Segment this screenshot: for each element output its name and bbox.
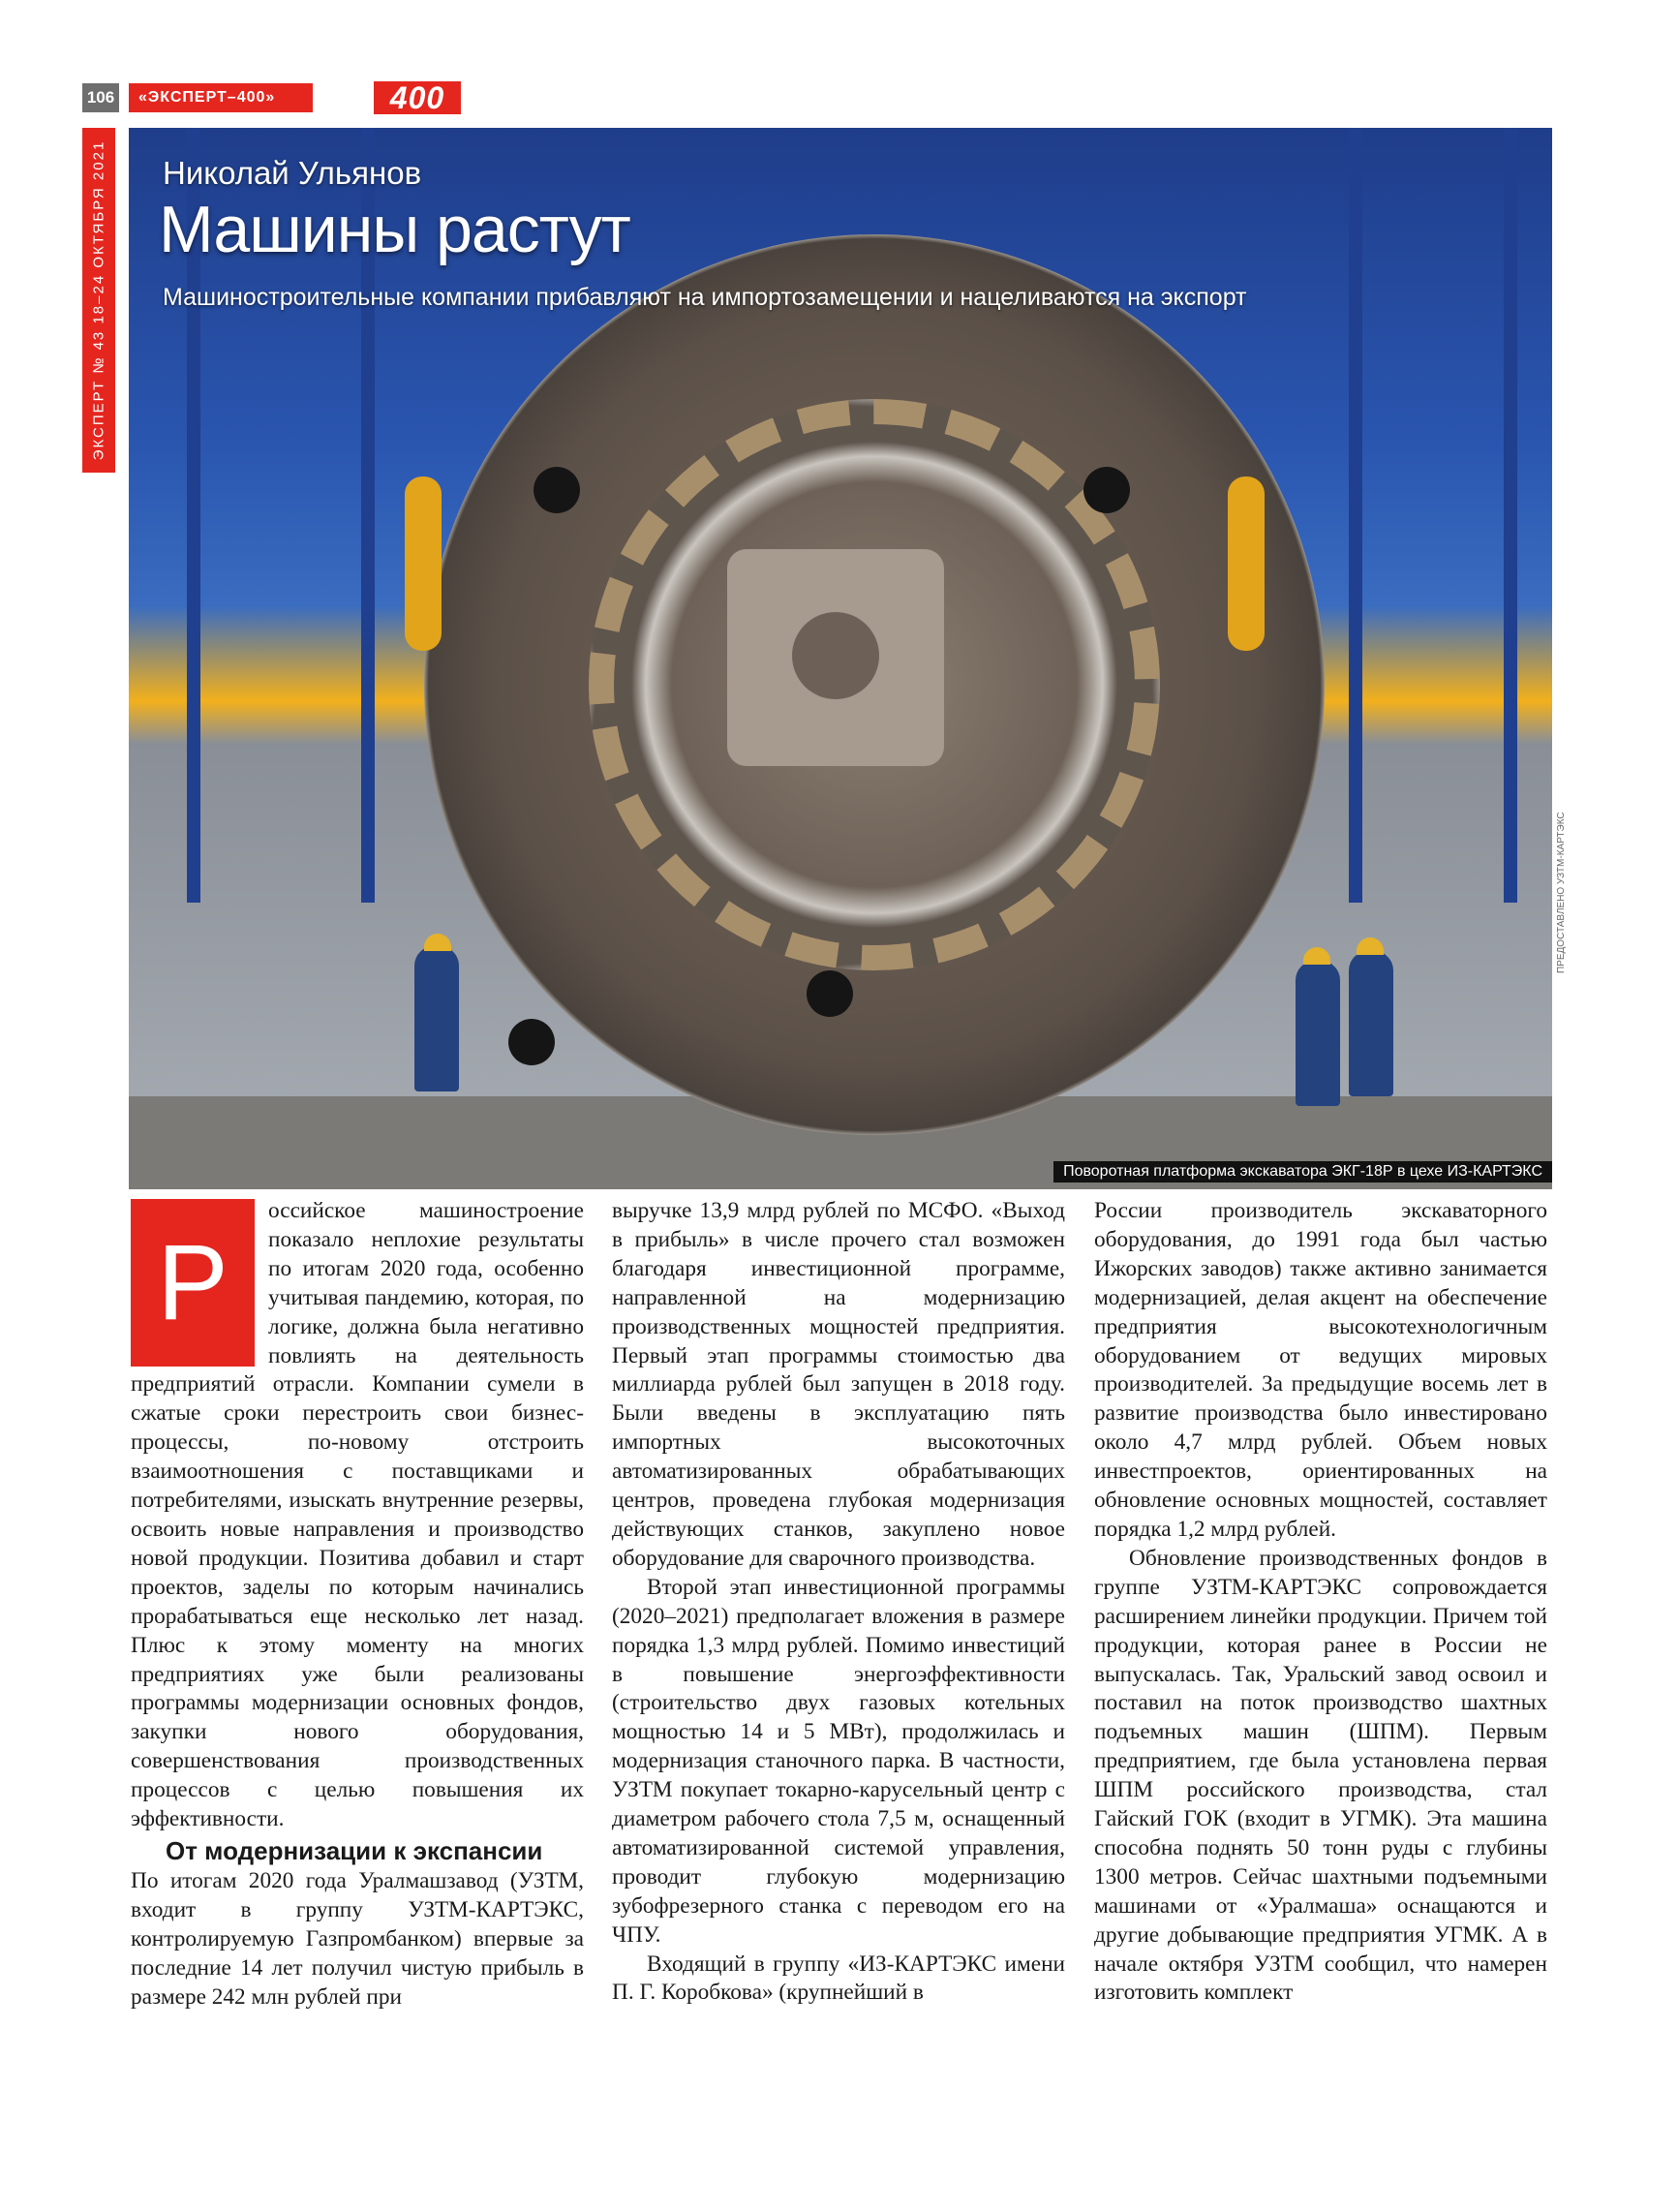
paragraph: выручке 13,9 млрд рублей по МСФО. «Выход в прибыль» в числе прочего стал возможен благодаря инвестиционной программе, направленной на модернизацию производственных мощностей предприятия. Первый этап программы стоимостью два миллиарда рублей был запущен в 2018 году. Были введены в эксплуатацию пять импортных высокоточных автоматизированных обрабатывающих центров, проведена глубокая модернизация действующих станков, закуплено новое оборудование для сварочного производства.: [612, 1198, 1065, 1571]
paragraph-text: оссийское машиностроение показало неплохие результаты по итогам 2020 года, особенно учитывая пандемию, которая, по логике, должна была негативно повлиять на деятельность предприятий отрасли. Компании сумели в сжатые сроки перестроить свои бизнес-процессы, по-новому отстроить взаимоотношения с поставщиками и потребителями, изыскать внутренние резервы, освоить новые направления и производство новой продукции. Позитива добавил и старт проектов, заделы по которым начинались прорабатываться еще несколько лет назад. Плюс к этому моменту на многих предприятиях уже были реализованы программы модернизации основных фондов, закупки нового оборудования, совершенствования производственных процессов с целью повышения их эффективности.: [131, 1198, 584, 1832]
paragraph: [131, 1197, 584, 1834]
section-heading: От модернизации к экспансии: [166, 1835, 543, 1865]
worker-figure: [414, 946, 459, 1091]
page-number: 106: [82, 83, 119, 112]
worker-helmet: [424, 934, 451, 951]
gear-center: [792, 612, 879, 699]
paragraph: Входящий в группу «ИЗ-КАРТЭКС имени П. Г. Коробкова» (крупнейший в: [612, 1951, 1065, 2006]
photo-caption: Поворотная платформа экскаватора ЭКГ-18Р в цехе ИЗ-КАРТЭКС: [1053, 1161, 1552, 1183]
worker-helmet: [1357, 937, 1384, 955]
worker-figure: [1349, 951, 1393, 1096]
paragraph: Второй этап инвестиционной программы (2020–2021) предполагает вложения в размере порядка 1,3 млрд рублей. Помимо инвестиций в повышение энергоэффективности (строительство двух газовых котельных мощностью 14 и 5 МВт), продолжилась и модернизация станочного парка. В частности, УЗТМ покупает токарно-карусельный центр с диаметром рабочего стола 7,5 м, оснащенный автоматизированной системой управления, проводит глубокую модернизацию зубофрезерного станка с переводом его на ЧПУ.: [612, 1574, 1065, 1948]
yellow-segment: [1228, 476, 1265, 651]
magazine-logo: 400: [374, 81, 461, 114]
bolt-hole: [534, 467, 580, 513]
issue-label: ЭКСПЕРТ № 43 18–24 ОКТЯБРЯ 2021: [90, 139, 107, 461]
paragraph: России производитель экскаваторного оборудования, до 1991 года был частью Ижорских заводов) также активно занимается модернизацией, делая акцент на обеспечение предприятия высокотехнологичным оборудованием от ведущих мировых производителей. За предыдущие восемь лет в развитие производства было инвестировано около 4,7 млрд рублей. Объем новых инвестпроектов, ориентированных на обновление основных мощностей, составляет порядка 1,2 млрд рублей.: [1094, 1198, 1547, 1542]
magazine-badge: «ЭКСПЕРТ–400»: [129, 83, 313, 112]
yellow-segment: [405, 476, 442, 651]
text-column-1: [131, 1197, 584, 2012]
article-subtitle: Машиностроительные компании прибавляют на импортозамещении и нацеливаются на экспорт: [163, 284, 1247, 311]
photo-beam: [1349, 128, 1362, 903]
text-column-2: [612, 1197, 1065, 2008]
paragraph: Обновление производственных фондов в группе УЗТМ-КАРТЭКС сопровождается расширением линейки продукции. Причем той продукции, которая ранее в России не выпускалась. Так, Уральский завод освоил и поставил на поток производство шахтных подъемных машин (ШПМ). Первым предприятием, где была установлена первая ШПМ российского производства, стал Гайский ГОК (входит в УГМК). Эта машина способна поднять 50 тонн руды с глубины 1300 метров. Сейчас шахтными подъемными машинами от «Уралмаша» оснащаются и другие добывающие предприятия УГМК. А в начале октября УЗТМ сообщил, что намерен изготовить комплект: [1094, 1545, 1547, 2006]
article-title: Машины растут: [159, 193, 630, 266]
paragraph: По итогам 2020 года Уралмашзавод (УЗТМ, входит в группу УЗТМ-КАРТЭКС, контролируемую Газпромбанком) впервые за последние 14 лет получил чистую прибыль в размере 242 млн рублей при: [131, 1867, 584, 2010]
bolt-hole: [1083, 467, 1130, 513]
bolt-hole: [508, 1019, 555, 1065]
text-column-3: [1094, 1197, 1547, 2008]
article-author: Николай Ульянов: [163, 155, 422, 191]
photo-credit: ПРЕДОСТАВЛЕНО УЗТМ-КАРТЭКС: [1556, 812, 1567, 973]
worker-helmet: [1303, 947, 1330, 965]
worker-figure: [1296, 961, 1340, 1106]
drop-cap: Р: [131, 1199, 255, 1367]
photo-beam: [1504, 128, 1517, 903]
bolt-hole: [807, 970, 853, 1017]
issue-sidebar: [82, 128, 115, 473]
